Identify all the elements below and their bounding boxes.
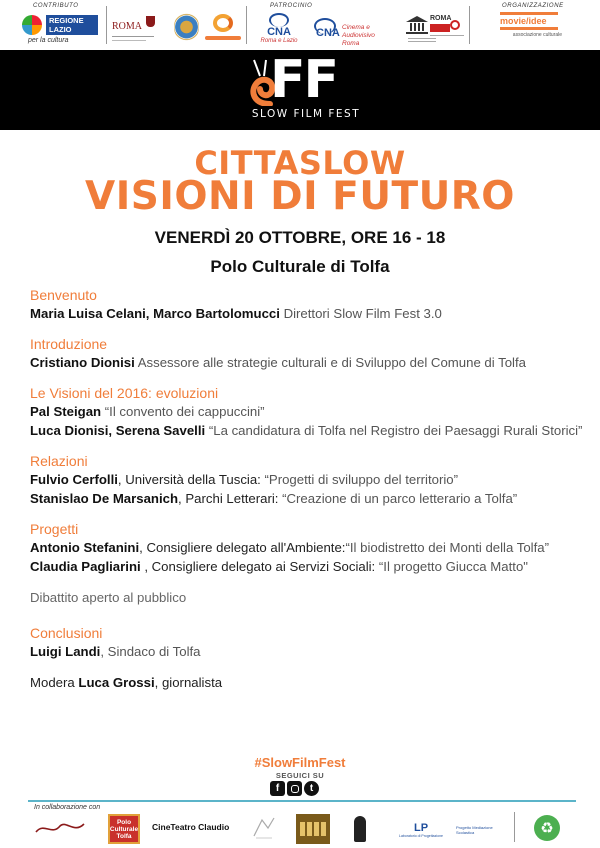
divider [106, 6, 107, 44]
speaker-names: Maria Luisa Celani, Marco Bartolomucci [30, 306, 280, 321]
il-carrozzone-logo [34, 818, 86, 838]
speaker-affiliation: , Università della Tuscia: [117, 472, 265, 487]
regione-lazio-logo: REGIONE LAZIO per la cultura [22, 13, 104, 47]
movie-idee-logo: movie/idee associazione culturale [500, 12, 562, 46]
page-title-visioni: VISIONI DI FUTURO [85, 174, 515, 219]
speaker-names: Stanislao De Marsanich [30, 491, 179, 506]
social-icons [270, 781, 319, 796]
recycle-icon: ♻ [534, 815, 560, 841]
speaker-affiliation: , Consigliere delegato all'Ambiente: [139, 540, 346, 555]
section-heading: Le Visioni del 2016: evoluzioni [30, 385, 219, 401]
cna-roma-lazio-logo: CNA Roma e Lazio [258, 13, 300, 49]
program-section-conclusioni [30, 624, 590, 661]
twitter-icon[interactable]: t [304, 781, 319, 796]
program-section-relazioni [30, 452, 590, 508]
banner-subtitle: SLOW FILM FEST [251, 108, 361, 120]
talk-title: “Il biodistretto dei Monti della Tolfa” [345, 540, 549, 555]
statue-logo [350, 814, 370, 844]
patrocinio-label: PATROCINIO [270, 3, 313, 9]
program-section-visioni [30, 384, 590, 440]
talk-title: “La candidatura di Tolfa nel Registro dei Paesaggi Rurali Storici” [205, 423, 583, 438]
cna-cinema-logo: CNA Cinema e Audiovisivo Roma [314, 18, 394, 44]
divider [246, 6, 247, 44]
footer-divider-vertical [514, 812, 515, 842]
divider [469, 6, 470, 44]
program-section-benvenuto [30, 286, 590, 323]
instagram-icon[interactable] [287, 781, 302, 796]
red-seal-logo [450, 20, 460, 30]
speaker-names: Cristiano Dionisi [30, 355, 135, 370]
speaker-affiliation: , Parchi Letterari: [178, 491, 283, 506]
polo-culturale-logo: Polo Culturale Tolfa [108, 814, 140, 844]
talk-title: “Creazione di un parco letterario a Tolfa” [282, 491, 518, 506]
talk-title: “Il convento dei cappuccini” [101, 404, 265, 419]
section-heading: Relazioni [30, 453, 88, 469]
organizzazione-label: ORGANIZZAZIONE [502, 3, 564, 9]
page-title-cittaslow: CITTASLOW [194, 144, 406, 182]
moderator-line: Modera Luca Grossi, giornalista [30, 675, 223, 690]
laboratorio-logo: LP Laboratorio di Progettazione [399, 822, 443, 838]
talk-title: “Progetti di sviluppo del territorio” [264, 472, 459, 487]
accademia-logo [296, 814, 330, 844]
footer-divider [28, 800, 576, 802]
hashtag: #SlowFilmFest [254, 755, 346, 770]
cineteatro-claudio-logo: CineTeatro Claudio [152, 822, 230, 832]
roma-rete-logo: ROMA [430, 15, 464, 41]
collab-label: In collaborazione con [34, 804, 101, 811]
speaker-affiliation: , Consigliere delegato ai Servizi Sociali: [144, 559, 379, 574]
ff-logo-text: FF [270, 50, 338, 110]
speaker-role: Direttori Slow Film Fest 3.0 [279, 306, 442, 321]
tolfa-snail-logo [205, 14, 241, 44]
sponsor-strip [0, 0, 600, 50]
sketch-logo [250, 814, 278, 842]
event-date: VENERDÌ 20 OTTOBRE, ORE 16 - 18 [154, 228, 446, 247]
speaker-names: Pal Steigan [30, 404, 102, 419]
facebook-icon[interactable]: f [270, 781, 285, 796]
speaker-names: Luca Dionisi, Serena Savelli [30, 423, 206, 438]
progetto-logo: Progetto Mediazione Scolastica [456, 825, 493, 835]
seguici-label: SEGUICI SU [275, 771, 325, 780]
speaker-role: Assessore alle strategie culturali e di Sviluppo del Comune di Tolfa [134, 355, 526, 370]
speaker-names: Claudia Pagliarini [30, 559, 145, 574]
speaker-names: Luigi Landi [30, 644, 101, 659]
speaker-role: , Sindaco di Tolfa [100, 644, 201, 659]
section-heading: Introduzione [30, 336, 108, 352]
speaker-names: Antonio Stefanini [30, 540, 140, 555]
speaker-names: Fulvio Cerfolli [30, 472, 118, 487]
section-heading: Benvenuto [30, 287, 97, 303]
section-heading: Conclusioni [30, 625, 103, 641]
program-list [30, 286, 590, 692]
section-heading: Progetti [30, 521, 79, 537]
event-venue: Polo Culturale di Tolfa [210, 257, 390, 276]
tolfa-crest-logo [174, 11, 199, 43]
contributo-label: CONTRIBUTO [33, 3, 79, 9]
program-section-introduzione [30, 335, 590, 372]
talk-title: “Il progetto Giucca Matto" [378, 559, 528, 574]
roma-logo: ROMA [112, 16, 160, 42]
dibattito-note: Dibattito aperto al pubblico [30, 590, 187, 605]
unesco-logo [406, 16, 428, 36]
program-section-progetti [30, 520, 590, 576]
moderator-name: Luca Grossi [78, 675, 155, 690]
